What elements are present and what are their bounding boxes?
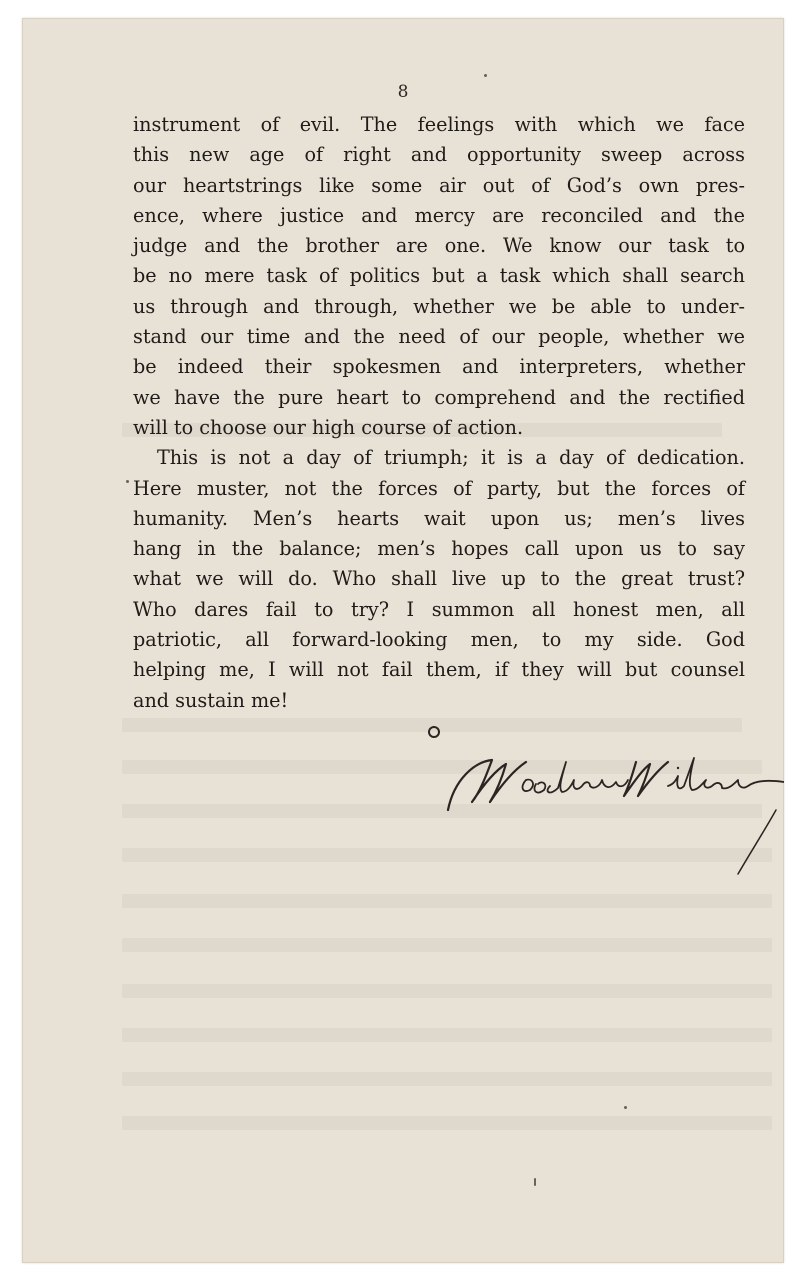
text-line: humanity. Men’s hearts wait upon us; men’s lives [133, 506, 745, 530]
text-line: This is not a day of triumph; it is a day of dedication. [157, 446, 745, 470]
text-line: hang in the balance; men’s hopes call upon us to say [133, 537, 745, 561]
text-line: be no mere task of politics but a task which shall search [133, 264, 745, 288]
text-line: this new age of right and opportunity sweep across [133, 143, 745, 167]
page-number: 8 [397, 82, 409, 102]
paper-speck [126, 480, 129, 483]
circle-ornament-icon [428, 726, 440, 738]
text-line: be indeed their spokesmen and interpreters, whether [133, 355, 745, 379]
text-line: will to choose our high course of action. [133, 415, 524, 439]
paper-speck [624, 1106, 627, 1109]
paragraph-2 [133, 443, 745, 716]
text-line: instrument of evil. The feelings with which we face [133, 113, 745, 136]
text-line: our heartstrings like some air out of God’s own pres- [133, 173, 745, 197]
text-line: Here muster, not the forces of party, but the forces of [133, 476, 745, 500]
text-line: patriotic, all forward-looking men, to my side. God [133, 628, 745, 652]
paper-speck [484, 74, 487, 77]
text-line: we have the pure heart to comprehend and the rectified [133, 385, 745, 409]
paper-speck [534, 1178, 536, 1186]
text-line: helping me, I will not fail them, if they will but counsel [133, 658, 745, 682]
text-line: stand our time and the need of our people, whether we [133, 325, 745, 349]
text-line: judge and the brother are one. We know our task to [133, 234, 745, 258]
text-line: ence, where justice and mercy are reconciled and the [133, 203, 745, 227]
text-line: Who dares fail to try? I summon all honest men, all [133, 597, 745, 621]
text-line: what we will do. Who shall live up to the great trust? [133, 567, 745, 591]
signature-image [440, 740, 784, 900]
document-page [22, 18, 784, 1263]
body-text [133, 110, 745, 716]
paragraph-1 [133, 110, 745, 443]
text-line: us through and through, whether we be able to under- [133, 294, 745, 318]
text-line: and sustain me! [133, 688, 289, 712]
